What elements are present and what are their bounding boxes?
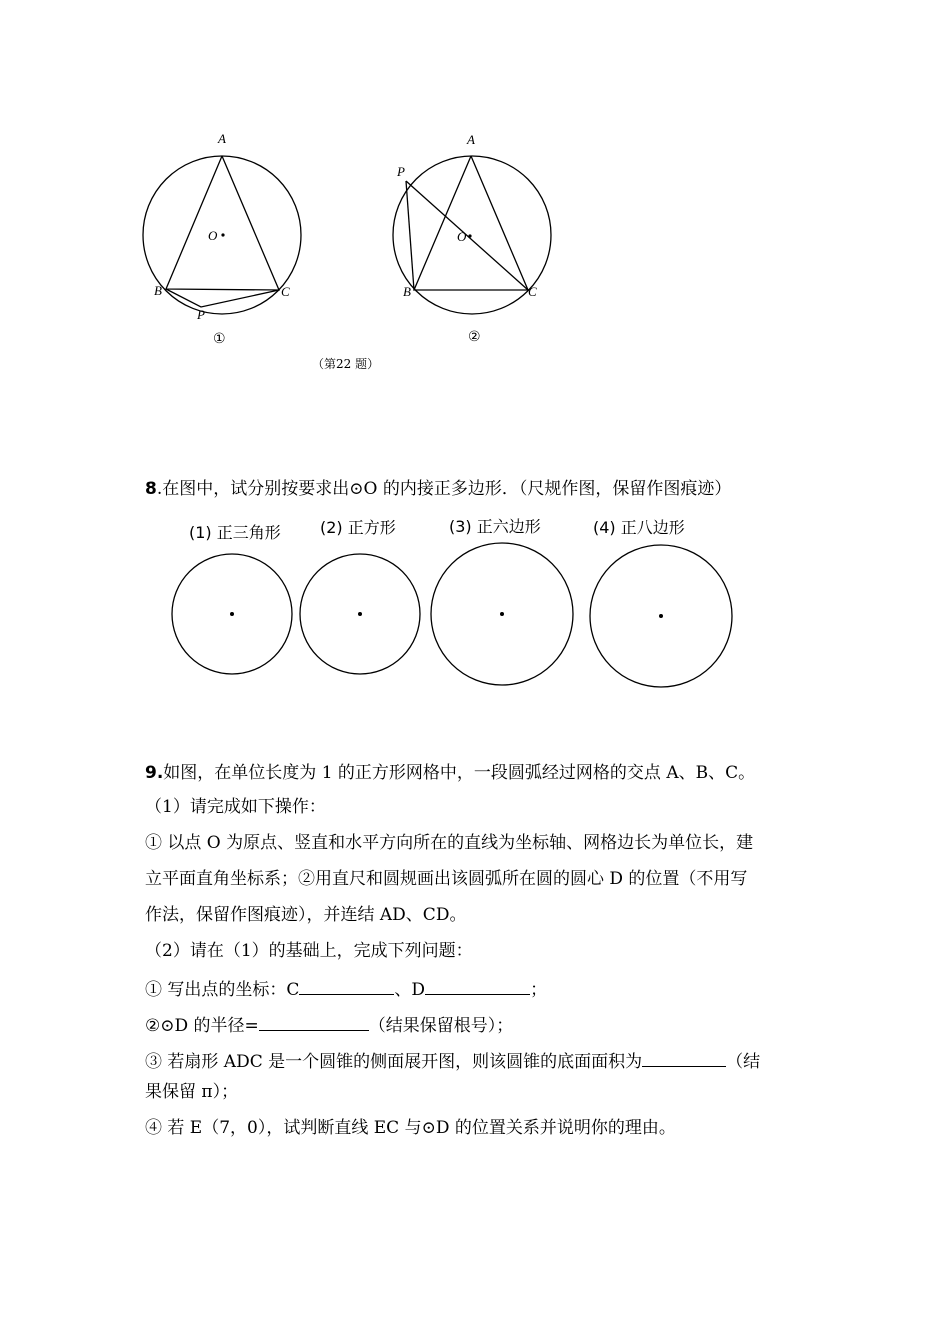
fig1-label-c: C	[281, 284, 290, 299]
fig1-number: ①	[213, 331, 226, 347]
q9-line-9	[145, 1049, 760, 1072]
fig2-number: ②	[468, 329, 481, 345]
q9-line-8-part-b: （结果保留根号）；	[368, 1016, 514, 1036]
q9-line-5: 作法，保留作图痕迹），并连结 AD、CD。	[145, 905, 467, 925]
q8-part-3-label: (3) 正六边形	[449, 517, 541, 536]
q9-line-9-part-a: ③ 若扇形 ADC 是一个圆锥的侧面展开图，则该圆锥的底面面积为	[145, 1052, 643, 1072]
q8-part-4-label: (4) 正八边形	[593, 518, 685, 537]
q8-part-2-label: (2) 正方形	[320, 518, 396, 537]
fig1-label-a: A	[218, 131, 226, 146]
fig1-label-b: B	[154, 283, 162, 298]
q9-line-4: 立平面直角坐标系；②用直尺和圆规画出该圆弧所在圆的圆心 D 的位置（不用写	[145, 869, 748, 889]
q9-line-7-part-b: 、D	[394, 980, 426, 1000]
q9-line-7-part-c: ；	[530, 980, 548, 1000]
q9-line-1-text: 如图，在单位长度为 1 的正方形网格中，一段圆弧经过网格的交点 A、B、C。	[163, 763, 756, 783]
q9-line-6: （2）请在（1）的基础上，完成下列问题：	[145, 941, 473, 961]
fig1-label-p: P	[197, 307, 205, 322]
q8-center-dot-4	[659, 614, 663, 618]
q9-line-9-part-b: （结	[726, 1052, 761, 1072]
answer-blank-d[interactable]	[425, 977, 530, 995]
fig2-pb-line	[406, 181, 414, 290]
q9-line-8-part-a: ②⊙D 的半径=	[145, 1016, 259, 1036]
q9-line-10: 果保留 π）；	[145, 1082, 239, 1102]
fig2-label-b: B	[403, 284, 411, 299]
question-8-text: .在图中，试分别按要求出⊙O 的内接正多边形．（尺规作图，保留作图痕迹）	[156, 479, 732, 499]
q8-center-dot-3	[500, 612, 504, 616]
answer-blank-c[interactable]	[299, 977, 394, 995]
fig1-label-o: O	[208, 228, 218, 243]
q8-center-dot-2	[358, 612, 362, 616]
q9-line-7	[145, 977, 547, 1000]
fig2-triangle	[414, 156, 528, 290]
fig2-label-a: A	[467, 132, 475, 147]
fig2-label-p: P	[397, 164, 405, 179]
figure-caption: （第22 题）	[312, 357, 380, 371]
question-8	[145, 479, 731, 499]
question-8-number: 8	[145, 479, 157, 499]
fig2-center-dot	[468, 234, 471, 237]
answer-blank-area[interactable]	[642, 1049, 726, 1067]
q8-part-1-label: (1) 正三角形	[189, 523, 281, 542]
q9-line-3: ① 以点 O 为原点、竖直和水平方向所在的直线为坐标轴、网格边长为单位长，建	[145, 833, 754, 853]
fig1-triangle	[166, 156, 279, 290]
fig2-pc-line	[406, 181, 528, 290]
q8-center-dot-1	[230, 612, 234, 616]
question-9-number: 9.	[145, 763, 164, 783]
q9-line-8	[145, 1013, 513, 1036]
fig2-label-o: O	[457, 229, 467, 244]
q8-circles	[0, 530, 950, 700]
q9-line-1	[145, 763, 755, 783]
q9-line-7-part-a: ① 写出点的坐标：C	[145, 980, 300, 1000]
fig1-center-dot	[221, 233, 224, 236]
answer-blank-radius[interactable]	[259, 1013, 369, 1031]
q9-line-2: （1）请完成如下操作：	[145, 797, 326, 817]
fig2-label-c: C	[528, 284, 537, 299]
q9-line-11: ④ 若 E（7，0），试判断直线 EC 与⊙D 的位置关系并说明你的理由。	[145, 1118, 676, 1138]
